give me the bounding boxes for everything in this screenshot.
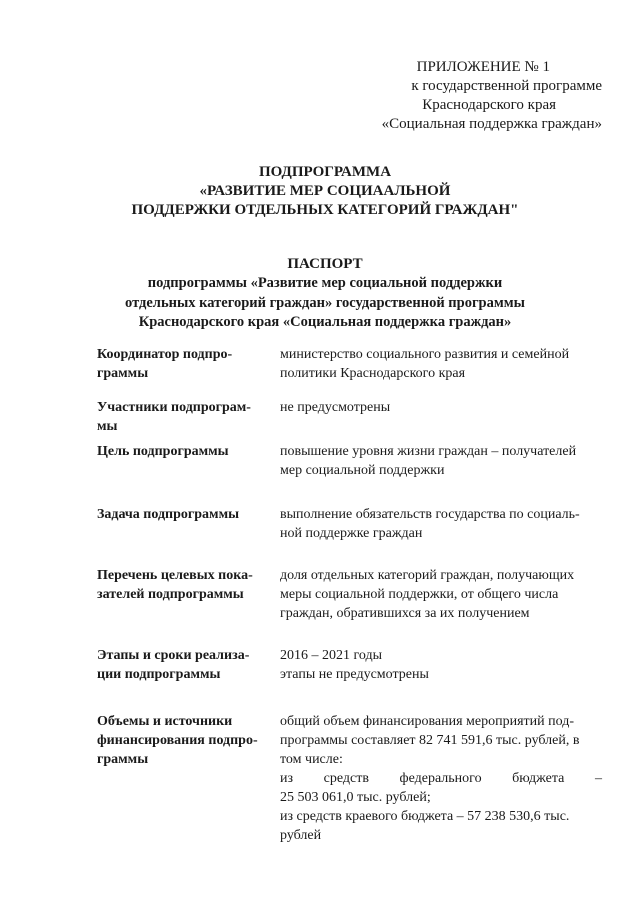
row-value-line: 2016 – 2021 годы [280,648,383,663]
row-value [280,712,602,845]
row-label-line: граммы [97,752,149,767]
row-label-line: Цель подпрограммы [97,444,229,459]
row-value-line: программы составляет 82 741 591,6 тыс. рублей, в [280,733,580,748]
row-value-word: из [280,771,294,786]
row-value-line [280,769,602,788]
row-value [280,566,602,623]
appendix-line: к государственной программе [411,78,602,94]
row-label-line: Этапы и сроки реализа- [97,648,250,663]
row-value-line: меры социальной поддержки, от общего числа [280,587,559,602]
appendix-line: Краснодарского края [422,97,556,113]
row-value [280,345,602,383]
row-label-line: финансирования подпро- [97,733,258,748]
row-value-word: федерального [399,771,482,786]
appendix-line: «Социальная поддержка граждан» [381,116,602,132]
row-label-line: Перечень целевых пока- [97,568,253,583]
row-label [97,442,269,461]
row-value-line: выполнение обязательств государства по социаль- [280,507,580,522]
row-label-line: граммы [97,366,149,381]
row-value-line: из средств краевого бюджета – 57 238 530,6 тыс. [280,809,570,824]
row-value [280,646,602,684]
passport-subtitle-line: подпрограммы «Развитие мер социальной поддержки [147,275,503,291]
subprogram-title-line: «РАЗВИТИЕ МЕР СОЦИААЛЬНОЙ [199,183,451,199]
row-value-line: общий объем финансирования мероприятий под- [280,714,574,729]
row-label [97,646,269,684]
row-label [97,398,269,436]
row-value-word: бюджета [512,771,565,786]
row-value [280,442,602,480]
row-value-word: средств [323,771,369,786]
subprogram-title-line: ПОДДЕРЖКИ ОТДЕЛЬНЫХ КАТЕГОРИЙ ГРАЖДАН" [131,202,519,218]
passport-title: ПАСПОРТ [287,256,363,272]
row-value-line: рублей [280,828,322,843]
passport-subtitle [90,274,560,333]
row-value [280,505,602,543]
subprogram-title-line: ПОДПРОГРАММА [258,164,392,180]
row-label-line: Объемы и источники [97,714,233,729]
row-value-line: граждан, обратившихся за их получением [280,606,530,621]
row-label [97,345,269,383]
passport-subtitle-line: отдельных категорий граждан» государственной программы [125,294,525,311]
row-label [97,712,269,769]
row-value-line: мер социальной поддержки [280,463,445,478]
row-value-line: министерство социального развития и семейной [280,347,570,362]
row-value [280,398,602,417]
row-value-line: ной поддержке граждан [280,526,423,541]
row-value-line: доля отдельных категорий граждан, получающих [280,568,575,583]
row-label [97,505,269,524]
row-label-line: зателей подпрограммы [97,587,244,602]
appendix-header [372,58,602,134]
row-label-line: Координатор подпро- [97,347,233,362]
row-value-line: том числе: [280,752,343,767]
row-value-word: – [594,771,602,786]
row-label-line: Участники подпрограм- [97,400,251,415]
row-label [97,566,269,604]
row-value-line: 25 503 061,0 тыс. рублей; [280,790,431,805]
row-label-line: Задача подпрограммы [97,507,240,522]
row-value-line: этапы не предусмотрены [280,667,429,682]
subprogram-title [100,163,550,220]
row-value-line: повышение уровня жизни граждан – получателей [280,444,577,459]
row-label-line: мы [97,419,118,434]
row-value-line: не предусмотрены [280,400,391,415]
passport-subtitle-line: Краснодарского края «Социальная поддержка граждан» [138,314,512,330]
row-label-line: ции подпрограммы [97,667,221,682]
row-value-line: политики Краснодарского края [280,366,466,381]
appendix-title: ПРИЛОЖЕНИЕ № 1 [416,59,550,75]
